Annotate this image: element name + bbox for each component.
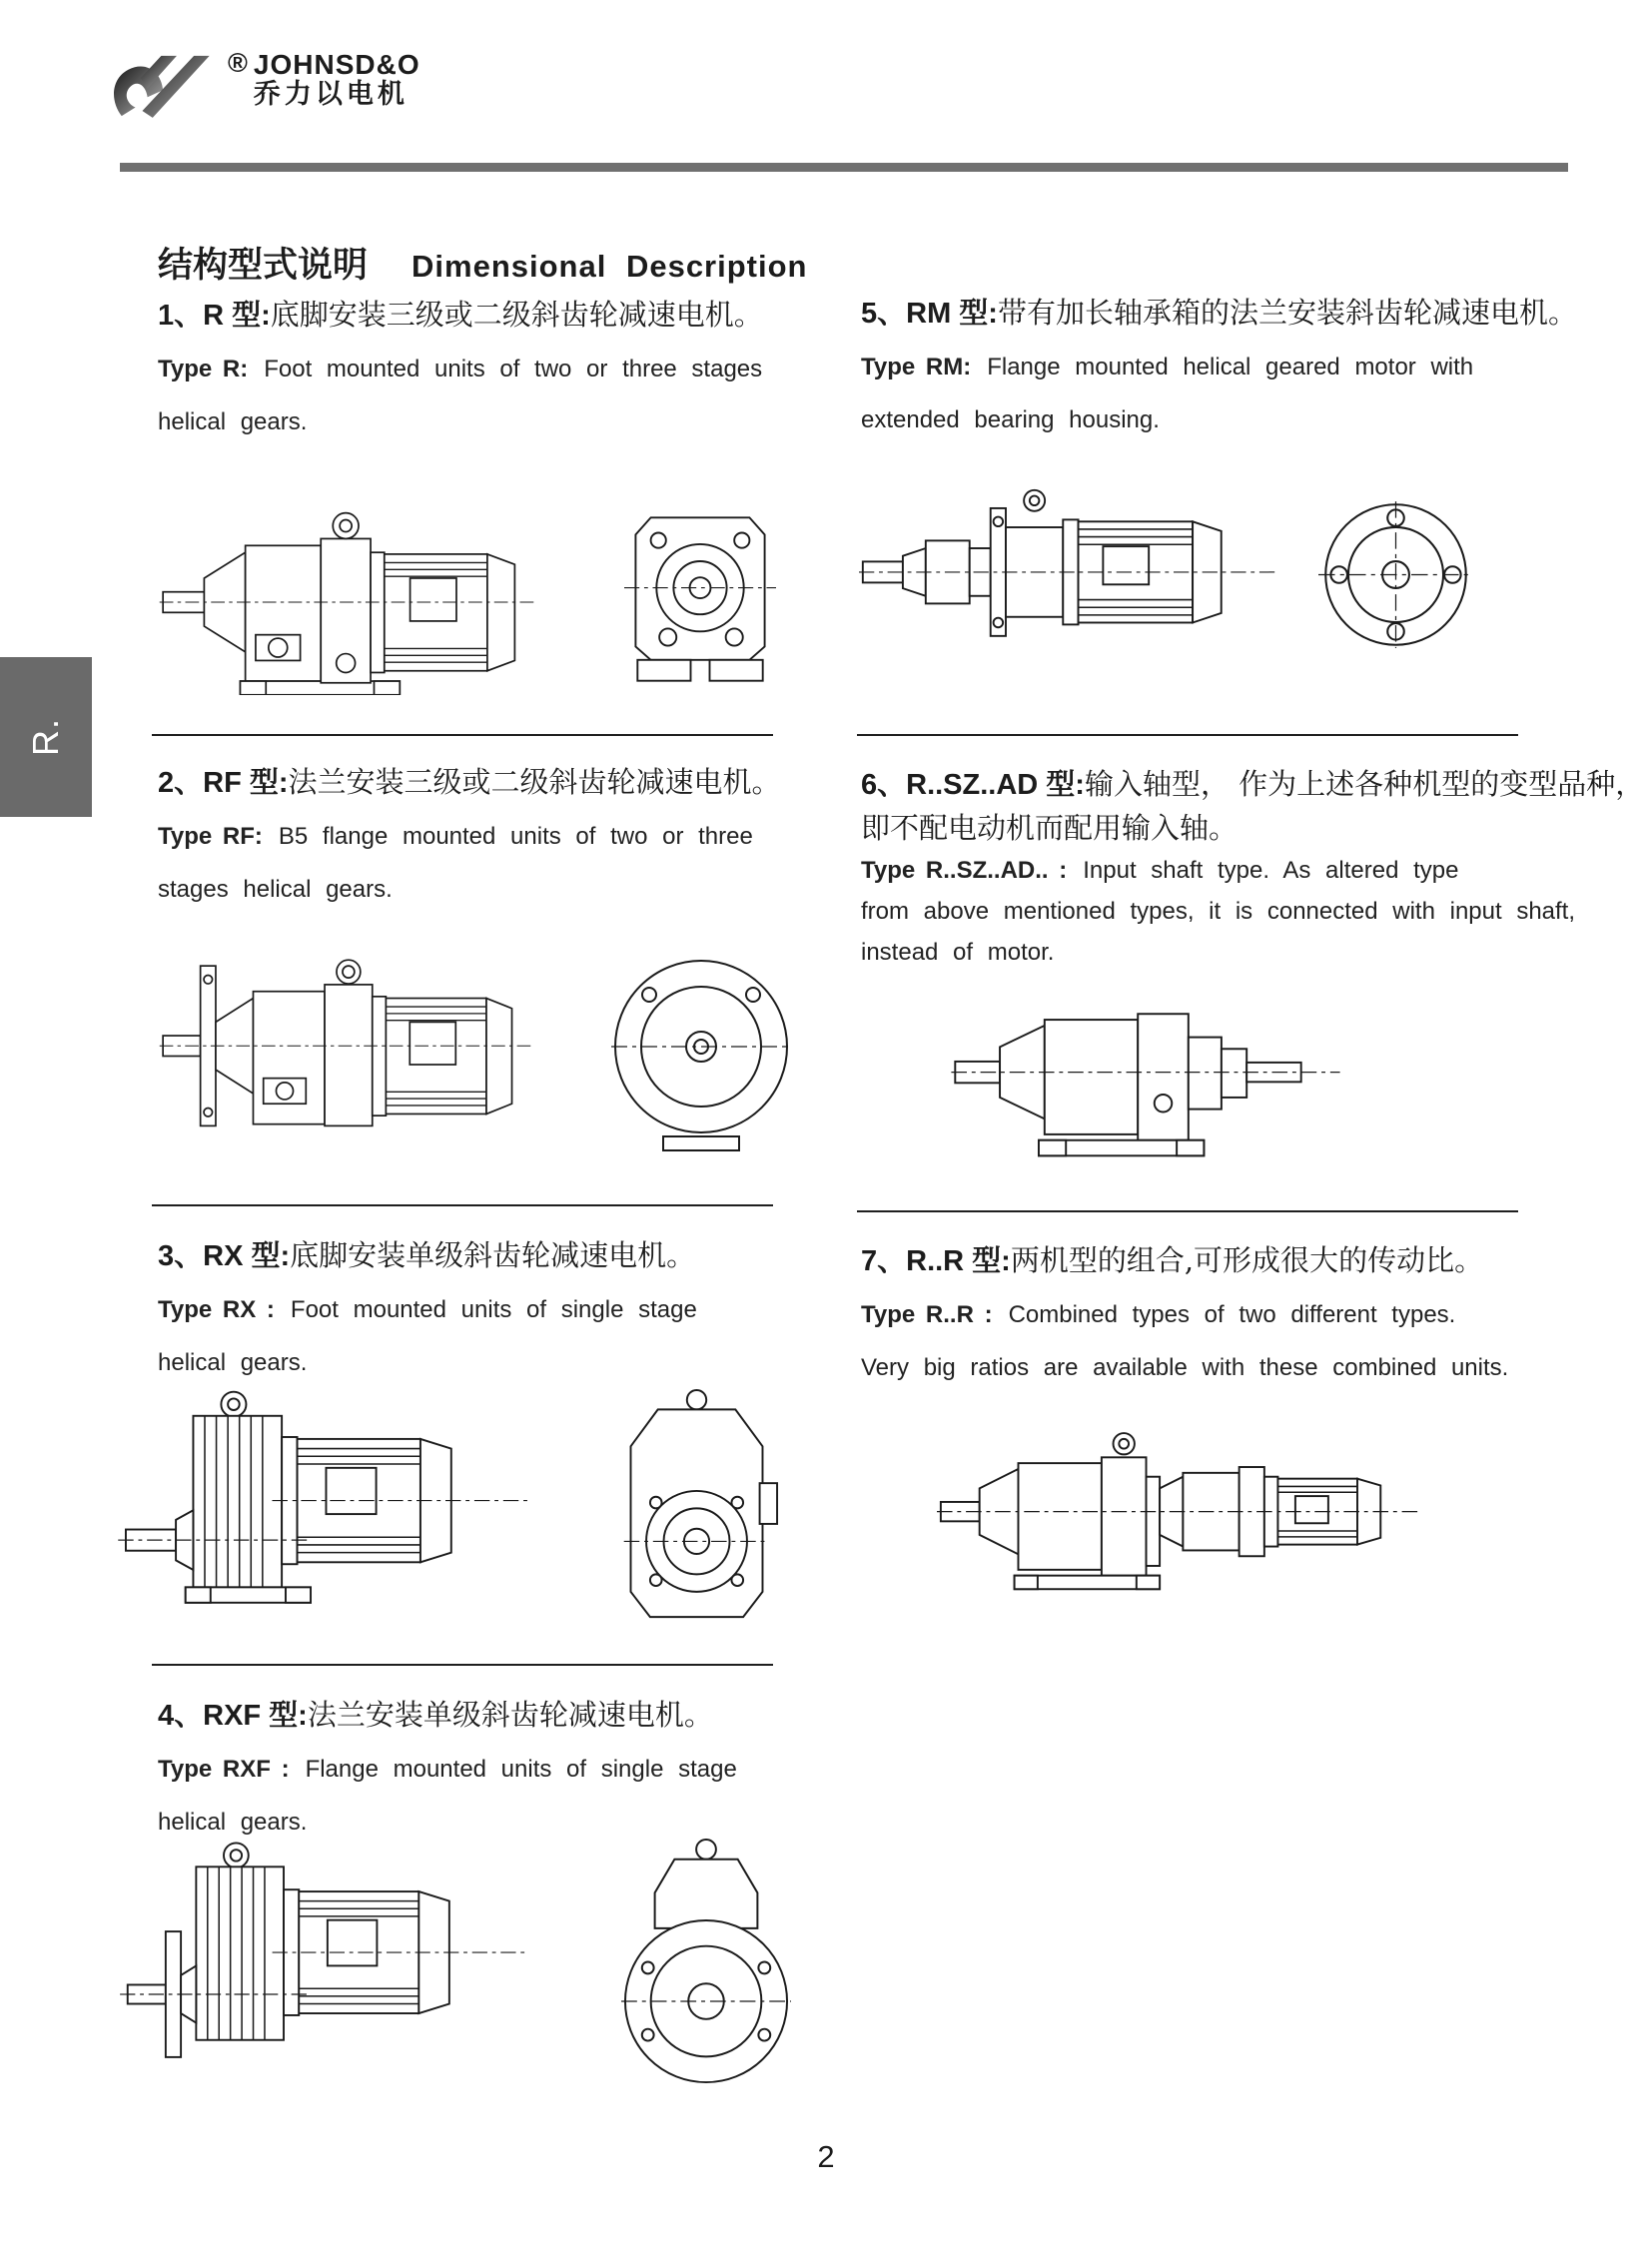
- rszad-side-view-drawing: [951, 987, 1340, 1166]
- section-rr-text: [861, 1241, 1520, 1403]
- section-rszad-cn-desc: 输入轴型， 作为上述各种机型的变型品种，: [1084, 767, 1645, 801]
- section-rr-en-line2: Very big ratios are available with these combined units.: [861, 1354, 1509, 1381]
- section-rx-en-line2: helical gears.: [158, 1349, 308, 1376]
- section-rr-cn-label: 7、R..R 型:: [861, 1245, 1011, 1277]
- page-title-en: Dimensional Description: [412, 249, 808, 284]
- rm-side-view-drawing: [859, 481, 1278, 658]
- section-divider: [152, 1664, 773, 1666]
- section-r-en-line1: Foot mounted units of two or three stages: [264, 356, 763, 382]
- section-rm-cn-desc: 带有加长轴承箱的法兰安装斜齿轮减速电机。: [997, 296, 1577, 330]
- section-rszad-en-line3: instead of motor.: [861, 939, 1055, 966]
- section-rm-en-line2: extended bearing housing.: [861, 406, 1160, 433]
- section-rm-cn-label: 5、RM 型:: [861, 298, 998, 330]
- section-rf-cn-label: 2、RF 型:: [158, 767, 289, 799]
- rr-side-view-drawing: [937, 1426, 1421, 1606]
- section-rszad-en-label: Type R..SZ..AD.. :: [861, 857, 1068, 884]
- section-rr-en-line1: Combined types of two different types.: [1008, 1301, 1456, 1328]
- r-end-view-drawing: [624, 504, 776, 694]
- section-rr-cn-desc: 两机型的组合,可形成很大的传动比。: [1010, 1243, 1484, 1277]
- section-r-cn-desc: 底脚安装三级或二级斜齿轮减速电机。: [270, 298, 763, 332]
- section-r-text: [158, 296, 817, 457]
- rm-end-view-drawing: [1318, 497, 1473, 652]
- rf-side-view-drawing: [158, 944, 532, 1139]
- registered-mark: ®: [228, 48, 248, 78]
- rxf-end-view-drawing: [617, 1836, 795, 2087]
- header-rule: [120, 163, 1568, 172]
- section-rx-cn-label: 3、RX 型:: [158, 1240, 291, 1272]
- section-rszad-en-line1: Input shaft type. As altered type: [1083, 857, 1459, 884]
- section-rf-text: [158, 763, 817, 925]
- section-rxf-en-line2: helical gears.: [158, 1809, 308, 1836]
- section-rf-en-line2: stages helical gears.: [158, 876, 393, 903]
- section-rx-en-label: Type RX :: [158, 1296, 275, 1323]
- section-rx-cn-desc: 底脚安装单级斜齿轮减速电机。: [290, 1238, 696, 1272]
- page-number: 2: [817, 2139, 835, 2174]
- side-tab-label: R.: [25, 718, 66, 756]
- section-divider: [857, 734, 1518, 736]
- rx-end-view-drawing: [614, 1386, 779, 1624]
- section-rx-en-line1: Foot mounted units of single stage: [290, 1296, 697, 1323]
- section-rx-text: [158, 1236, 817, 1398]
- page-title-cn: 结构型式说明: [158, 246, 369, 285]
- section-r-en-label: Type R:: [158, 356, 249, 382]
- r-side-view-drawing: [158, 497, 535, 695]
- section-r-en-line2: helical gears.: [158, 408, 308, 435]
- side-tab-r: [0, 657, 92, 817]
- section-rf-en-line1: B5 flange mounted units of two or three: [278, 823, 753, 850]
- section-rm-en-label: Type RM:: [861, 354, 972, 380]
- section-rxf-cn-desc: 法兰安装单级斜齿轮减速电机。: [307, 1698, 713, 1732]
- section-rxf-cn-label: 4、RXF 型:: [158, 1700, 308, 1732]
- section-rm-text: [861, 294, 1577, 455]
- brand-name-en: JOHNSD&O: [253, 49, 420, 80]
- page-title: [158, 238, 807, 288]
- section-rm-en-line1: Flange mounted helical geared motor with: [987, 354, 1474, 380]
- section-rszad-cn-label: 6、R..SZ..AD 型:: [861, 769, 1085, 801]
- section-rszad-cn-desc2: 即不配电动机而配用输入轴。: [861, 811, 1239, 845]
- section-rszad-en-line2: from above mentioned types, it is connected with input shaft,: [861, 898, 1576, 925]
- section-rr-en-label: Type R..R :: [861, 1301, 993, 1328]
- section-divider: [152, 1204, 773, 1206]
- section-r-cn-label: 1、R 型:: [158, 300, 271, 332]
- section-rf-cn-desc: 法兰安装三级或二级斜齿轮减速电机。: [288, 765, 781, 799]
- brand-name-cn: 乔力以电机: [253, 79, 409, 110]
- rx-side-view-drawing: [118, 1383, 532, 1624]
- brand-header: [108, 50, 420, 122]
- section-divider: [857, 1210, 1518, 1212]
- section-rf-en-label: Type RF:: [158, 823, 263, 850]
- section-rxf-en-line1: Flange mounted units of single stage: [305, 1756, 737, 1783]
- section-divider: [152, 734, 773, 736]
- rf-end-view-drawing: [611, 951, 791, 1155]
- brand-logo-icon: [108, 50, 220, 122]
- section-rxf-en-label: Type RXF :: [158, 1756, 290, 1783]
- rxf-side-view-drawing: [120, 1833, 529, 2075]
- section-rszad-text: [861, 765, 1645, 976]
